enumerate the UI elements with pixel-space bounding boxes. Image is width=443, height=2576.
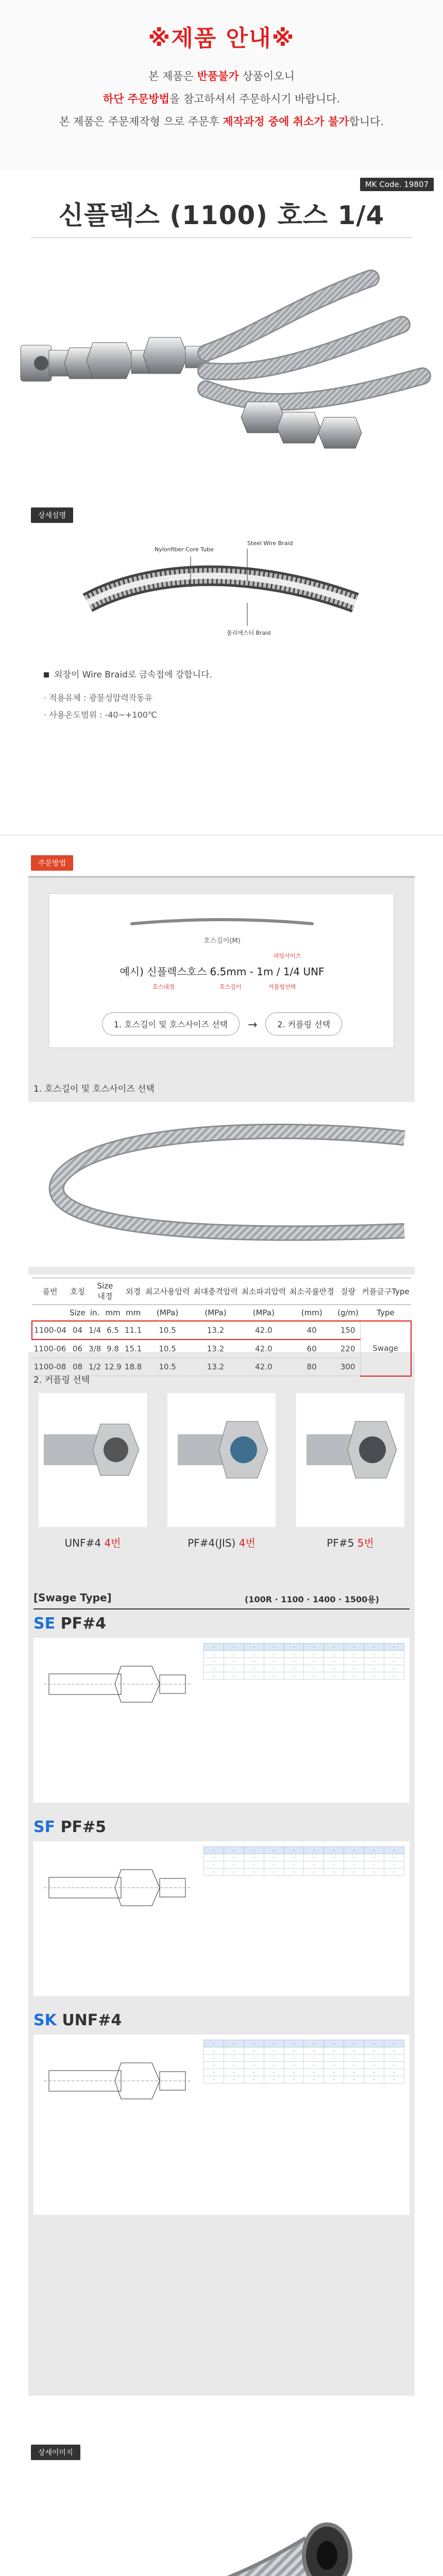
notice-line-3: 본 제품은 주문제작형 으로 주문후 제작과정 중에 취소가 불가합니다. [59, 115, 384, 128]
section-label-details: 상세설명 [31, 507, 73, 523]
detail-photo-braid-closeup [31, 2473, 412, 2576]
th-weight: 질량 [336, 1278, 360, 1305]
arrow-right-icon: → [247, 1019, 258, 1031]
section-label-detail-images: 상세이미지 [31, 2445, 80, 2460]
coupling-label-pf5: PF#5 5번 [327, 1537, 374, 1549]
coupling-type-cell: Swage [360, 1321, 411, 1376]
swage-code-sf: SF PF#5 [33, 1818, 107, 1836]
swage-sk-drawing [39, 2040, 193, 2122]
spec-table: 품번 호칭 Size 내경 외경 최고사용압력 최대충격압력 최소파괴압력 최소곡률반경 질량 커플금구Type Size in. mm mm (MPa) (MPa) (MPa) (mm) (g/m) Type 1100-04 04 1/4 6.5 11.1 10.5 13.2 42.0 40 150 Swage 1100-06 06 3/8 9.8 15.1 10.5 13.2 42.0 60 220 1100-08 08 1/2 12.9 18.8 10.5 13.2 42.0 80 300 [31, 1278, 412, 1377]
coupling-card-pf5[interactable] [296, 1393, 404, 1527]
notice-title: ※제품 안내※ [148, 25, 295, 52]
hose-photo [28, 1102, 415, 1267]
diagram-label-wire: Steel Wire Braid [247, 540, 293, 547]
swage-sf-card: - - - - - - - - - - - - - - - - - - - - - - - - - - - - - - - - - - - - - - - - [33, 1841, 410, 1996]
hose-sample-icon [127, 914, 317, 930]
spec-table-row[interactable]: 1100-04 04 1/4 6.5 11.1 10.5 13.2 42.0 40 150 Swage [32, 1321, 411, 1340]
swage-type-title: [Swage Type] [33, 1591, 112, 1604]
step-1-button[interactable]: 1. 호스길이 및 호스사이즈 선택 [102, 1012, 240, 1036]
th-max-burst: 최대충격압력 [192, 1278, 240, 1305]
example-sub-inner: 호스내경 [152, 984, 175, 990]
th-coupling: 커플금구Type [360, 1278, 411, 1305]
order-example-text: 예시) 신플렉스호스 6.5mm - 1m / 1/4 UNF [120, 965, 325, 978]
order-example-box [49, 893, 394, 1048]
product-notice [0, 0, 443, 170]
step-2-title: 2. 커플링 선택 [33, 1375, 90, 1385]
spec-table-wrapper [28, 1275, 415, 1371]
diagram-label-inner: Nylonfiber Core Tube [155, 546, 214, 553]
spec-fluid: · 적용유체 : 광물성압력작동유 [44, 693, 153, 703]
swage-se-drawing [39, 1643, 193, 1725]
step-2-button[interactable]: 2. 커플링 선택 [265, 1012, 342, 1036]
diagram-label-outer: 폴리에스터 Braid [227, 630, 271, 636]
title-divider [31, 237, 412, 238]
details-text [44, 667, 404, 720]
fitting-size-label: 피팅사이즈 [274, 953, 301, 959]
coupling-pf5-photo [296, 1393, 404, 1527]
coupling-pf4-photo [167, 1393, 276, 1527]
coupling-card-pf4[interactable] [167, 1393, 276, 1527]
notice-line-1: 본 제품은 반품불가 상품이오니 [148, 70, 295, 82]
coupling-options [39, 1393, 404, 1558]
product-main-photo [10, 247, 433, 464]
example-sub-length: 호스길이 [219, 984, 242, 990]
example-sub-coupling: 커플링선택 [268, 984, 296, 990]
spec-table-row[interactable]: 1100-08 08 1/2 12.9 18.8 10.5 13.2 42.0 80 300 [32, 1358, 411, 1376]
spec-temperature: · 사용온도범위 : -40~+100℃ [44, 710, 157, 720]
step-1-title: 1. 호스길이 및 호스사이즈 선택 [33, 1084, 155, 1094]
bullet-square-icon [44, 672, 49, 677]
swage-se-card: - - - - - - - - - - - - - - - - - - - - - - - - - - - - - - - - - - - - - - - - - - - - - - - - - - [33, 1638, 410, 1803]
product-title: 신플렉스 (1100) 호스 1/4 [58, 200, 385, 230]
hose-fittings-illustration [10, 247, 433, 464]
section-label-order: 주문방법 [31, 855, 73, 871]
hose-structure-diagram [77, 526, 366, 644]
coupling-card-unf4[interactable] [39, 1393, 147, 1527]
spec-table-row[interactable]: 1100-06 06 3/8 9.8 15.1 10.5 13.2 42.0 60 220 [32, 1340, 411, 1358]
th-part-no: 품번 [32, 1278, 68, 1305]
mk-code-badge: MK Code. 19807 [360, 178, 434, 191]
th-callout: 호칭 [68, 1278, 87, 1305]
section-divider [0, 835, 443, 836]
swage-sk-card: - - - - - - - - - - - - - - - - - - - - - - - - - - - - - - - - - - - - - - - - - - - - - - - - - - - - - - - - - - - - [33, 2035, 410, 2215]
coupling-label-unf4: UNF#4 4번 [64, 1537, 121, 1549]
th-max-pressure: 최고사용압력 [143, 1278, 191, 1305]
coupling-unf4-photo [39, 1393, 147, 1527]
coupling-label-pf4: PF#4(JIS) 4번 [188, 1537, 255, 1549]
notice-line-2: 하단 주문방법을 참고하셔서 주문하시기 바랍니다. [103, 93, 340, 105]
th-bend: 최소곡률반경 [288, 1278, 336, 1305]
th-outer: 외경 [123, 1278, 144, 1305]
th-burst: 최소파괴압력 [240, 1278, 287, 1305]
order-steps [49, 1012, 395, 1036]
swage-code-sk: SK UNF#4 [33, 2011, 122, 2029]
hose-length-label: 호스길이(M) [203, 937, 241, 945]
fitting-left-2 [87, 343, 155, 379]
swage-code-se: SE PF#4 [33, 1615, 107, 1633]
order-method-panel [28, 876, 415, 2396]
swage-sf-drawing [39, 1846, 193, 1929]
details-main-text: 외장이 Wire Braid로 금속접에 강합니다. [54, 670, 212, 680]
swage-type-subtitle: (100R · 1100 · 1400 · 1500용) [245, 1595, 380, 1604]
